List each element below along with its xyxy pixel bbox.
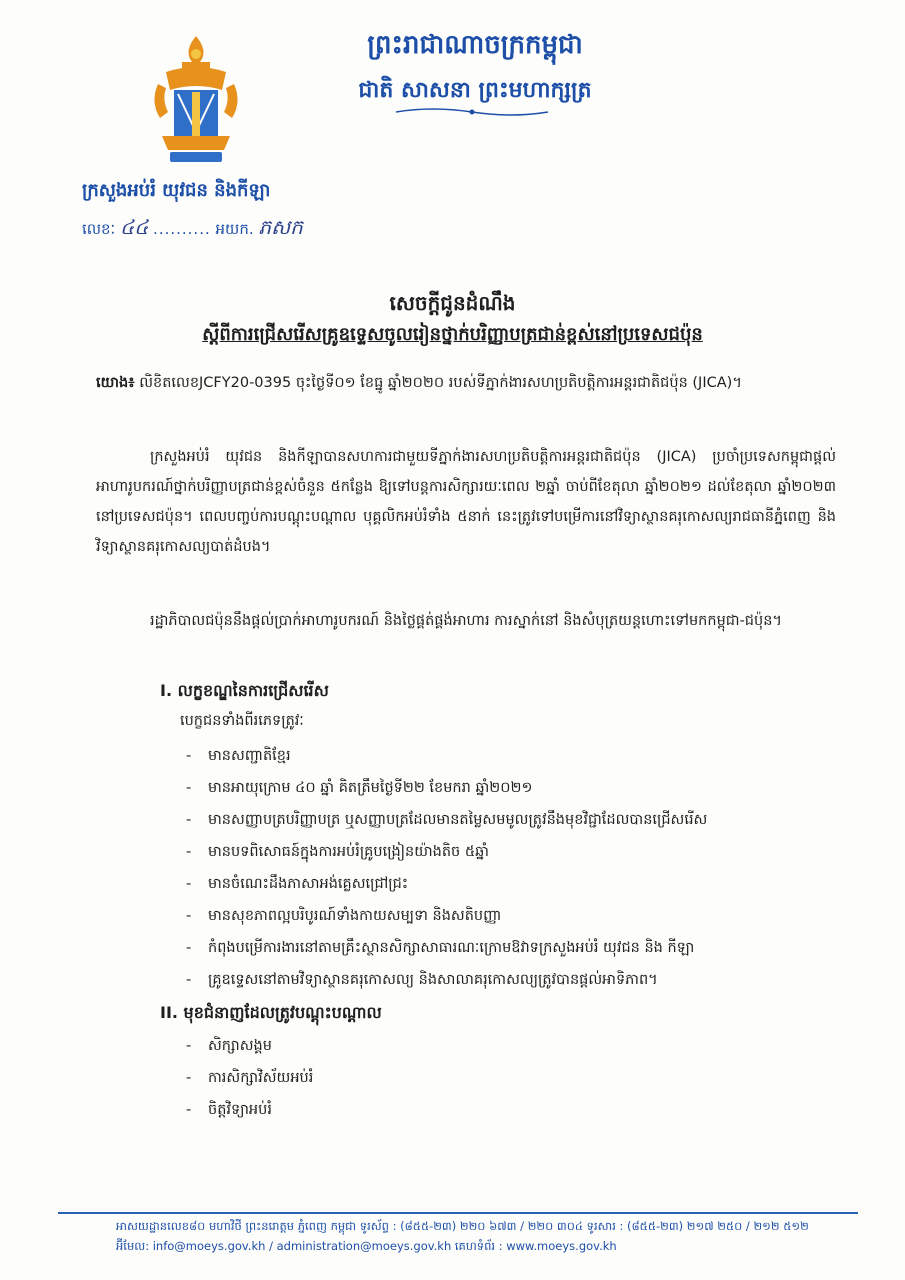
- list-item: - មានសញ្ញាបត្របរិញ្ញាបត្រ ឬសញ្ញាបត្រដែលមានតម្លៃសមមូលត្រូវនឹងមុខវិជ្ជាដែលបានជ្រើសរើស: [186, 812, 708, 828]
- list-item: - មានអាយុក្រោម ៤០ ឆ្នាំ គិតត្រឹមថ្ងៃទី២២ ខែមករា ឆ្នាំ២០២១: [186, 780, 533, 796]
- section-2-heading: II. មុខជំនាញដែលត្រូវបណ្តុះបណ្តាល: [160, 1003, 382, 1022]
- notice-title: សេចក្តីជូនដំណឹង: [389, 291, 516, 315]
- list-item: - សិក្សាសង្គម: [186, 1038, 272, 1054]
- reference-paragraph: [96, 368, 836, 398]
- ref-dots: ..........: [153, 220, 211, 238]
- ministry-name: ក្រសួងអប់រំ យុវជន និងកីឡា: [82, 180, 271, 201]
- list-item: - មានចំណេះដឹងភាសាអង់គ្លេសជ្រៅជ្រះ: [186, 876, 409, 892]
- kingdom-title: ព្រះរាជាណាចក្រកម្ពុជា: [367, 30, 583, 60]
- national-motto: ជាតិ សាសនា ព្រះមហាក្សត្រ: [358, 77, 592, 103]
- reference-number-line: [82, 214, 303, 244]
- list-item: - មានសុខភាពល្អបរិបូរណ៍ទាំងកាយសម្បទា និងសតិបញ្ញា: [186, 908, 502, 924]
- reference-label: យោង៖: [96, 375, 135, 391]
- notice-subject: ស្តីពីការជ្រើសរើសគ្រូឧទ្ទេសចូលរៀនថ្នាក់បរិញ្ញាបត្រជាន់ខ្ពស់នៅប្រទេសជប៉ុន: [202, 324, 703, 345]
- list-item: - មានបទពិសោធន៍ក្នុងការអប់រំគ្រូបង្រៀនយ៉ាងតិច ៥ឆ្នាំ: [186, 844, 489, 860]
- list-item: - មានសញ្ជាតិខ្មែរ: [186, 748, 291, 764]
- list-item: - គ្រូឧទ្ទេសនៅតាមវិទ្យាស្ថានគរុកោសល្យ និងសាលាគរុកោសល្យត្រូវបានផ្តល់អាទិភាព។: [186, 972, 658, 988]
- list-item: - ចិត្តវិទ្យាអប់រំ: [186, 1102, 272, 1118]
- body-paragraph-1: ក្រសួងអប់រំ យុវជន និងកីឡាបានសហការជាមួយទីភ្នាក់ងារសហប្រតិបត្តិការអន្តរជាតិជប៉ុន (JICA) ប្រចាំប្រទេសកម្ពុជាផ្តល់អាហារូបករណ៍ថ្នាក់បរិញ្ញាបត្រជាន់ខ្ពស់ចំនួន ៥កន្លែង ឱ្យទៅបន្តការសិក្សារយៈពេល ២ឆ្នាំ ចាប់ពីខែតុលា ឆ្នាំ២០២១ ដល់ខែតុលា ឆ្នាំ២០២៣ នៅប្រទេសជប៉ុន។ ពេលបញ្ចប់ការបណ្តុះបណ្តាល បុគ្គលិកអប់រំទាំង ៥នាក់ នេះត្រូវទៅបម្រើការនៅវិទ្យាស្ថានគរុកោសល្យរាជធានីភ្នំពេញ និងវិទ្យាស្ថានគរុកោសល្យបាត់ដំបង។: [96, 449, 836, 555]
- list-item: - កំពុងបម្រើការងារនៅតាមគ្រឹះស្ថានសិក្សាសាធារណៈក្រោមឱវាទក្រសួងអប់រំ យុវជន និង កីឡា: [186, 940, 695, 956]
- fields-list: [186, 1030, 313, 1126]
- ref-office: អយក.: [215, 220, 254, 238]
- reference-text: លិខិតលេខJCFY20-0395 ចុះថ្ងៃទី០១ ខែធ្នូ ឆ្នាំ២០២០ របស់ទីភ្នាក់ងារសហប្រតិបត្តិការអន្តរជាតិជប៉ុន (JICA)។: [134, 375, 742, 391]
- footer-email-web: អ៊ីមែល: info@moeys.gov.kh / administration@moeys.gov.kh គេហទំព័រ : www.moeys.gov.kh: [116, 1239, 617, 1253]
- section-1-heading: I. លក្ខខណ្ឌនៃការជ្រើសរើស: [160, 681, 329, 700]
- ministry-emblem-logo: [148, 32, 244, 168]
- ref-label: លេខៈ: [82, 220, 116, 238]
- footer-contact: [116, 1216, 809, 1256]
- criteria-list: [186, 740, 707, 996]
- kingdom-header: [330, 28, 620, 108]
- footer-address: អាសយដ្ឋានលេខ៨០ មហាវិថី ព្រះនរោត្តម ភ្នំពេញ កម្ពុជា ទូរស័ព្ទ : (៨៥៥-២៣) ២២០ ៦៧៣ / ២២០ ៣០៤ ទូរសារ : (៨៥៥-២៣) ២១៧ ២៥០ / ២១២ ៥១២: [116, 1219, 809, 1233]
- footer-divider: [58, 1212, 858, 1214]
- ref-number-handwritten: ៤៤: [119, 215, 149, 239]
- body-paragraph-2: រដ្ឋាភិបាលជប៉ុននឹងផ្តល់ប្រាក់អាហារូបករណ៍ និងថ្លៃផ្គត់ផ្គង់អាហារ ការស្នាក់នៅ និងសំបុត្រយន្តហោះទៅមកកម្ពុជា-ជប៉ុន។: [150, 613, 782, 629]
- section-1-intro: បេក្ខជនទាំងពីរភេទត្រូវៈ: [180, 713, 304, 729]
- ref-office-handwritten: ភសក: [258, 215, 303, 239]
- list-item: - ការសិក្សាវិស័យអប់រំ: [186, 1070, 314, 1086]
- ornament-divider: [392, 104, 552, 120]
